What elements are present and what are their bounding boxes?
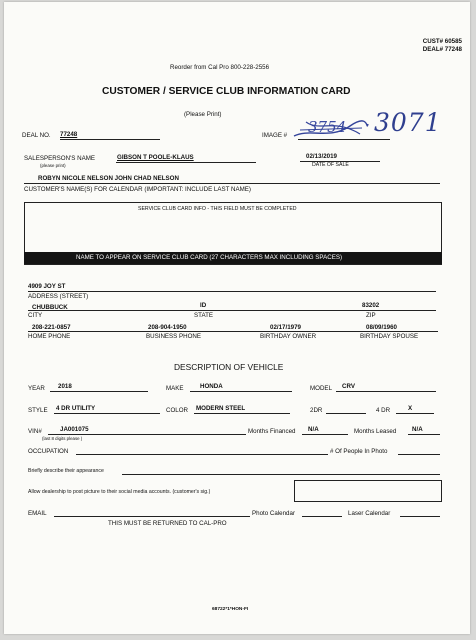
people-in-photo-label: # Of People In Photo: [330, 448, 388, 455]
months-leased-line: [408, 434, 440, 435]
date-of-sale-value: 02/13/2019: [306, 153, 337, 160]
street-line: [28, 291, 436, 292]
deal-number: DEAL# 77248: [422, 46, 462, 53]
service-club-name-bar: [24, 252, 442, 264]
street-value: 4909 JOY ST: [28, 283, 66, 290]
laser-calendar-line: [400, 516, 440, 517]
page-title: CUSTOMER / SERVICE CLUB INFORMATION CARD: [102, 86, 351, 97]
make-line: [190, 391, 292, 392]
year-label: YEAR: [28, 385, 45, 392]
birthday-spouse-value: 08/09/1960: [366, 324, 397, 331]
vin-value: JA001075: [60, 426, 89, 433]
occupation-line: [76, 454, 328, 455]
image-line: [298, 139, 390, 140]
business-phone-label: BUSINESS PHONE: [146, 333, 202, 340]
year-value: 2018: [58, 383, 72, 390]
deal-no-value: 77248: [60, 131, 78, 138]
appearance-line: [122, 474, 440, 475]
city-label: CITY: [28, 312, 43, 319]
model-line: [336, 391, 436, 392]
return-note: THIS MUST BE RETURNED TO CAL-PRO: [108, 520, 227, 527]
reorder-note: Reorder from Cal Pro 800-228-2556: [170, 64, 270, 71]
color-label: COLOR: [166, 407, 189, 414]
birthday-owner-label: BIRTHDAY OWNER: [260, 333, 317, 340]
deal-no-label: DEAL NO.: [22, 132, 51, 139]
months-financed-value: N/A: [308, 426, 319, 433]
style-line: [54, 413, 160, 414]
vin-label: VIN#: [28, 428, 42, 435]
city-state-zip-line: [28, 310, 436, 311]
zip-value: 83202: [362, 302, 380, 309]
months-financed-label: Months Financed: [248, 428, 296, 435]
style-value: 4 DR UTILITY: [56, 405, 96, 412]
two-door-line: [326, 413, 366, 414]
cust-number: CUST# 60585: [422, 38, 462, 45]
zip-label: ZIP: [366, 312, 376, 319]
service-club-bar-text: NAME TO APPEAR ON SERVICE CLUB CARD (27 CHARACTERS MAX INCLUDING SPACES): [76, 254, 343, 261]
deal-no-line: [60, 139, 160, 140]
salesperson-sublabel: (please print): [40, 163, 66, 168]
business-phone-value: 208-904-1950: [148, 324, 187, 331]
image-struck-value: 3754: [308, 118, 347, 136]
email-line: [54, 516, 250, 517]
four-door-label: 4 DR: [376, 407, 391, 414]
months-financed-line: [302, 434, 348, 435]
phones-line: [28, 331, 438, 332]
form-code: 68722*1*HON-FI: [212, 607, 249, 612]
service-club-label: SERVICE CLUB CARD INFO - THIS FIELD MUST BE COMPLETED: [138, 206, 297, 212]
laser-calendar-label: Laser Calendar: [348, 510, 391, 517]
appearance-label: Briefly describe their appearance: [28, 468, 104, 474]
customer-names-value: ROBYN NICOLE NELSON JOHN CHAD NELSON: [38, 175, 179, 182]
vehicle-section-heading: DESCRIPTION OF VEHICLE: [174, 362, 284, 372]
make-value: HONDA: [200, 383, 223, 390]
color-line: [194, 413, 290, 414]
state-label: STATE: [194, 312, 214, 319]
image-handwritten-value: 3071: [374, 108, 442, 137]
occupation-label: OCCUPATION: [28, 448, 69, 455]
city-value: CHUBBUCK: [32, 304, 68, 311]
email-label: EMAIL: [28, 510, 47, 517]
make-label: MAKE: [166, 385, 184, 392]
people-in-photo-line: [398, 454, 440, 455]
year-line: [50, 391, 148, 392]
vin-sublabel: (last 8 digits please ): [42, 436, 83, 441]
social-media-signature-box: [294, 480, 442, 502]
months-leased-value: N/A: [412, 426, 423, 433]
birthday-owner-value: 02/17/1979: [270, 324, 301, 331]
salesperson-label: SALESPERSON'S NAME: [24, 155, 95, 162]
vin-line: [48, 434, 246, 435]
customer-deal-ids: [423, 38, 462, 54]
social-media-label: Allow dealership to post picture to their social media accounts. (customer's sig.): [28, 489, 211, 495]
model-label: MODEL: [310, 385, 333, 392]
months-leased-label: Months Leased: [354, 428, 397, 435]
photo-calendar-label: Photo Calendar: [252, 510, 295, 517]
document-sheet: [4, 2, 470, 634]
style-label: STYLE: [28, 407, 48, 414]
four-door-line: [396, 413, 434, 414]
customer-names-label: CUSTOMER'S NAME(S) FOR CALENDAR (IMPORTANT: INCLUDE LAST NAME): [24, 186, 251, 193]
salesperson-value: GIBSON T POOLE-KLAUS: [117, 154, 194, 161]
home-phone-value: 208-221-0857: [32, 324, 71, 331]
four-door-value: X: [408, 405, 413, 412]
salesperson-line: [116, 162, 256, 163]
photo-calendar-line: [302, 516, 342, 517]
street-label: ADDRESS (STREET): [28, 293, 89, 300]
please-print-note: (Please Print): [184, 111, 222, 118]
home-phone-label: HOME PHONE: [28, 333, 71, 340]
birthday-spouse-label: BIRTHDAY SPOUSE: [360, 333, 419, 340]
two-door-label: 2DR: [310, 407, 323, 414]
customer-names-line: [24, 183, 440, 184]
state-value: ID: [200, 302, 207, 309]
image-label: IMAGE #: [262, 132, 288, 139]
model-value: CRV: [342, 383, 355, 390]
color-value: MODERN STEEL: [196, 405, 246, 412]
date-of-sale-label: DATE OF SALE: [312, 162, 349, 168]
